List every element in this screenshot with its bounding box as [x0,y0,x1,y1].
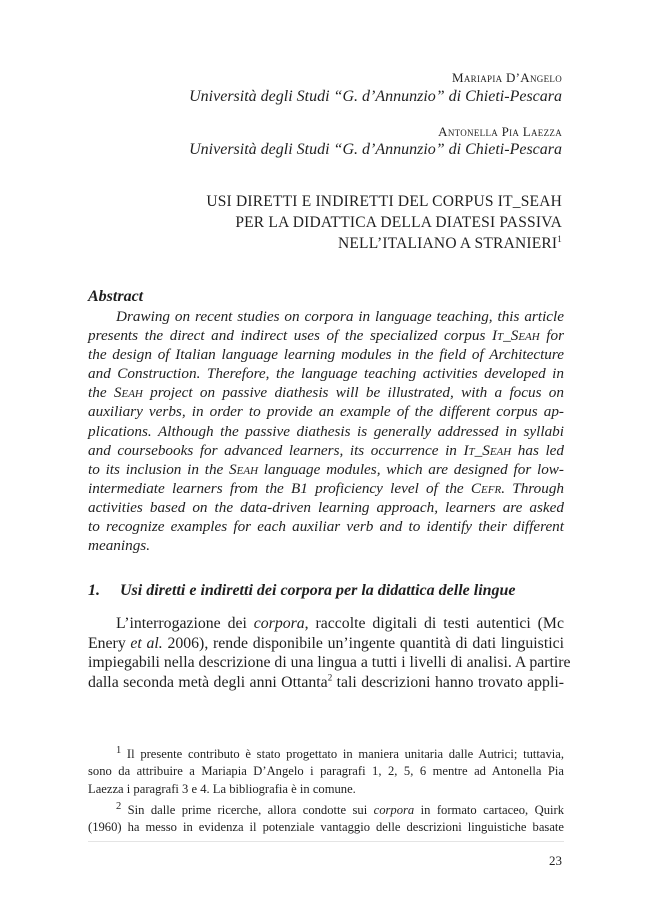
abstract-body [88,307,564,555]
paper-title [206,191,562,254]
section-heading [88,582,516,600]
author-1-name: Mariapia D’Angelo [451,70,562,85]
footnote-1-mark: 1 [116,745,122,756]
abstract-line: to recognize examples for each auxiliar verb and to identify their different [88,518,564,536]
footnote-1-line: Laezza i paragrafi 3 e 4. La bibliografia è in comune. [88,781,356,796]
section-number: 1. [88,582,100,599]
author-2-name: Antonella Pia Laezza [438,124,562,139]
body-line: L’interrogazione dei corpora, raccolte digitali di testi autentici (Mc [116,615,564,632]
body-line: dalla seconda metà degli anni Ottanta$^2$ tali descrizioni hanno trovato appli- [88,672,564,691]
footnote-1-line: $^1$ Il presente contributo è stato progettato in maniera unitaria dalle Autrici; tuttavia, [116,745,564,762]
abstract-line: presents the direct and indirect uses of the specialized corpus It_Seah for [88,327,564,345]
section-title: Usi diretti e indiretti dei corpora per la didattica delle lingue [120,582,516,599]
abstract-line: and Construction. Therefore, the language teaching activities developed in [88,365,564,383]
abstract-line: the design of Italian language learning modules in the field of Architecture [88,346,564,364]
footnotes [88,742,564,836]
title-line-3: NELL’ITALIANO A STRANIERI$^1$ [337,233,562,252]
page-number: 23 [549,853,562,868]
body-paragraph [88,614,571,692]
abstract-line: plications. Although the passive diathesis is generally addressed in syllabi [88,422,564,440]
abstract-line: intermediate learners from the B1 proficiency level of the Cefr. Through [88,479,565,497]
abstract-line: the Seah project on passive diathesis will be illustrated, with a focus on [88,384,564,402]
abstract-line: to its inclusion in the Seah language modules, which are designed for low- [88,460,564,478]
abstract-line: activities based on the data-driven learning approach, learners are asked [88,498,564,516]
footnote-1-line: sono da attribuire a Mariapia D’Angelo i paragrafi 1, 2, 5, 6 mentre ad Antonella Pia [88,764,564,779]
title-footnote-mark: 1 [557,233,562,244]
abstract-heading: Abstract [88,288,144,305]
title-line-2: PER LA DIDATTICA DELLA DIATESI PASSIVA [235,214,562,231]
footnote-2-mark: 2 [116,800,122,812]
footnote-2-line: $^2$ Sin dalle prime ricerche, allora condotte sui corpora in formato cartaceo, Quirk [116,800,564,817]
author-1-affiliation: Università degli Studi “G. d’Annunzio” di Chieti-Pescara [189,88,562,105]
body-line: Enery et al. 2006), rende disponibile un’ingente quantità di dati linguistici [88,634,565,652]
body-line: impiegabili nella descrizione di una lingua a tutti i livelli di analisi. A partire [88,654,571,672]
page-rule [88,841,564,842]
abstract-line: auxiliary verbs, in order to provide an example of the different corpus ap- [88,403,564,421]
abstract-line: Drawing on recent studies on corpora in language teaching, this article [116,308,564,325]
footnote-2-line: (1960) ha messo in evidenza il potenziale vantaggio delle descrizioni linguistiche basate [88,820,564,835]
abstract-line: and coursebooks for advanced learners, its occurrence in It_Seah has led [88,441,564,459]
abstract-line: meanings. [88,537,151,555]
title-line-1: USI DIRETTI E INDIRETTI DEL CORPUS IT_SEAH [206,193,562,210]
author-2-affiliation: Università degli Studi “G. d’Annunzio” di Chieti-Pescara [189,141,562,158]
